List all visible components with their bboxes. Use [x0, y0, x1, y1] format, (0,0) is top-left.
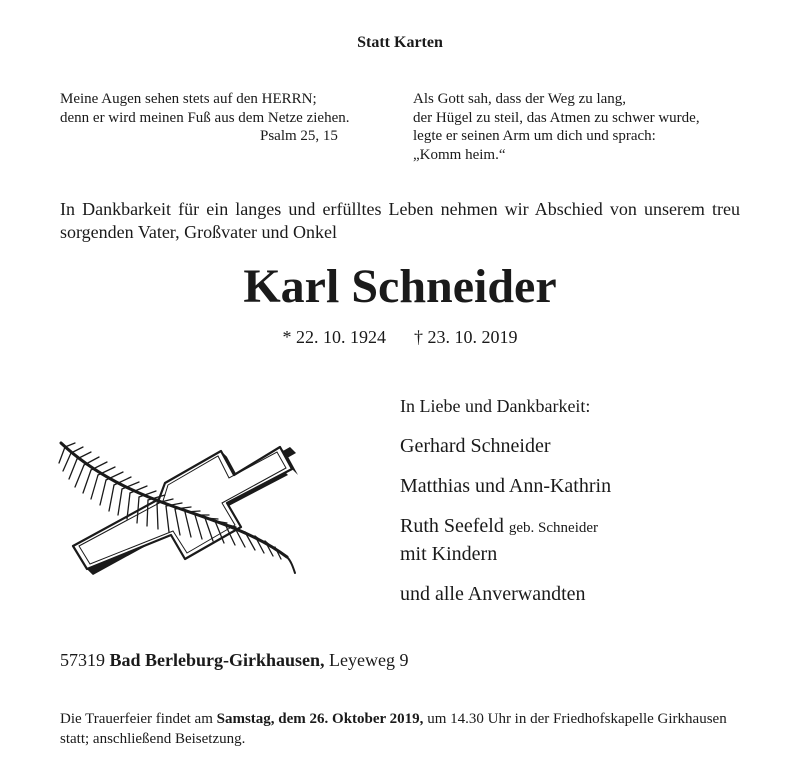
address-city: Bad Berleburg-Girkhausen,: [109, 650, 325, 670]
mourner-name: Matthias und Ann-Kathrin: [400, 475, 612, 497]
birth-date: * 22. 10. 1924: [282, 327, 386, 347]
death-date: † 23. 10. 2019: [414, 327, 518, 347]
maiden-name-note: geb. Schneider: [508, 520, 599, 536]
mourner-entry: [400, 513, 611, 567]
life-dates: [0, 327, 800, 348]
cross-with-palm-frond-icon: [55, 435, 305, 590]
ceremony-text: Die Trauerfeier findet am: [60, 711, 213, 727]
ceremony-text: um 14.30 Uhr in der Friedhofskapelle Girkhausen statt; anschließend Beisetzung.: [60, 711, 727, 747]
mourners-list: [400, 396, 611, 621]
address: [60, 650, 409, 671]
psalm-line: Meine Augen sehen stets auf den HERRN;: [60, 91, 317, 107]
psalm-line: denn er wird meinen Fuß aus dem Netze ziehen.: [60, 109, 350, 126]
poem-line: „Komm heim.“: [413, 146, 506, 163]
intro-text: In Dankbarkeit für ein langes und erfülltes Leben nehmen wir Abschied von unserem treu sorgenden Vater, Großvater und Onkel: [60, 199, 740, 242]
mourner-name: Ruth Seefeld: [400, 515, 504, 537]
ceremony-info: [60, 709, 750, 749]
ceremony-date: Samstag, dem 26. Oktober 2019,: [216, 711, 424, 727]
mourners-lead: In Liebe und Dankbarkeit:: [400, 396, 591, 416]
poem-line: der Hügel zu steil, das Atmen zu schwer wurde,: [413, 109, 700, 126]
deceased-name: Karl Schneider: [243, 260, 557, 313]
address-street: Leyeweg 9: [329, 650, 409, 670]
mourner-addition: mit Kindern: [400, 543, 498, 565]
mourner-name: und alle Anverwandten: [400, 583, 586, 605]
poem-line: Als Gott sah, dass der Weg zu lang,: [413, 91, 627, 107]
psalm-reference: Psalm 25, 15: [260, 128, 338, 144]
mourner-name: Gerhard Schneider: [400, 435, 551, 457]
psalm-quote: [60, 90, 349, 146]
notice-heading: Statt Karten: [357, 34, 443, 51]
address-zip: 57319: [60, 650, 105, 670]
poem-line: legte er seinen Arm um dich und sprach:: [413, 128, 656, 144]
poem-quote: [413, 90, 700, 164]
